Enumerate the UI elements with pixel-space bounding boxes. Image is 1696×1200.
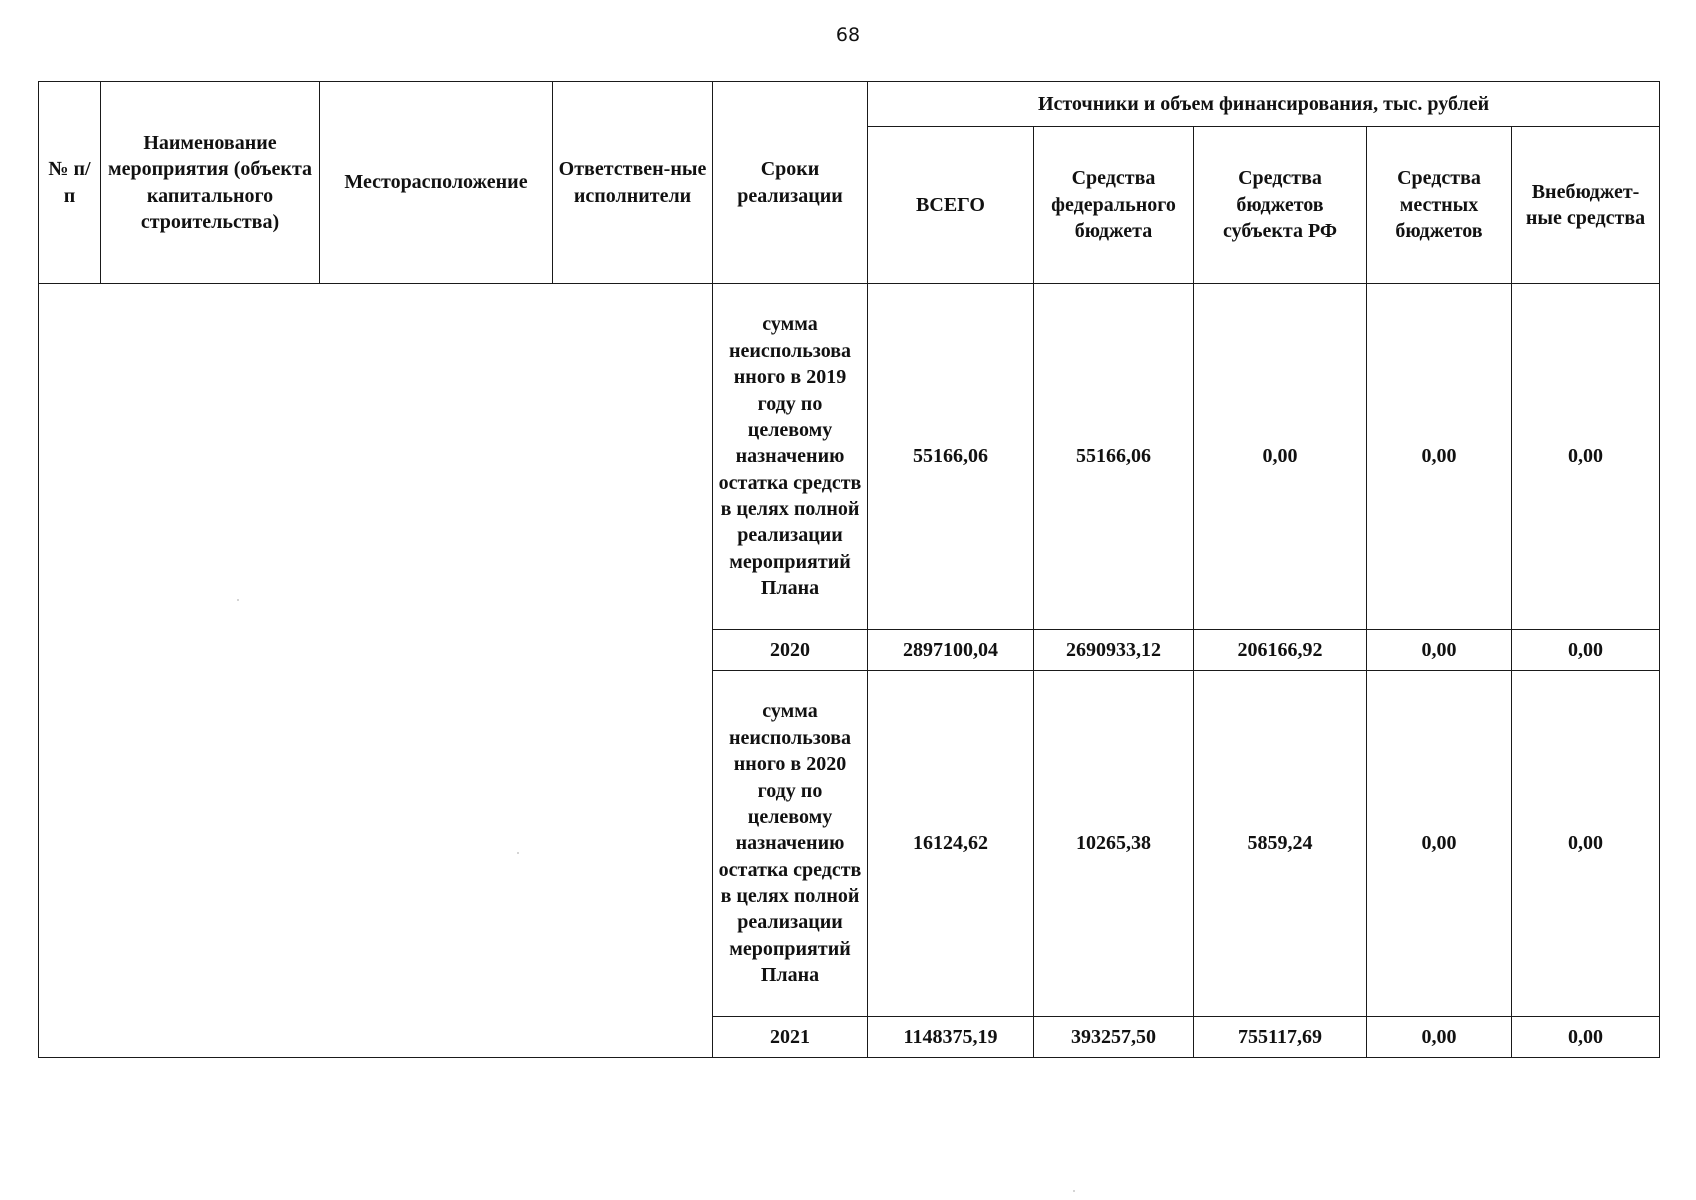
total-cell: 16124,62 xyxy=(868,671,1034,1017)
extrabudget-cell: 0,00 xyxy=(1512,630,1660,671)
header-extrabudget: Внебюджет-ные средства xyxy=(1512,127,1660,284)
local-cell: 0,00 xyxy=(1367,1017,1512,1058)
scan-speck xyxy=(1073,1190,1075,1192)
regional-cell: 0,00 xyxy=(1194,284,1367,630)
header-federal-budget: Средства федерального бюджета xyxy=(1034,127,1194,284)
header-event-name: Наименование мероприятия (объекта капитального строительства) xyxy=(101,82,320,284)
merged-blank-cell xyxy=(39,284,713,1058)
regional-cell: 755117,69 xyxy=(1194,1017,1367,1058)
regional-cell: 5859,24 xyxy=(1194,671,1367,1017)
header-total: ВСЕГО xyxy=(868,127,1034,284)
term-cell: 2020 xyxy=(713,630,868,671)
header-regional-budget: Средства бюджетов субъекта РФ xyxy=(1194,127,1367,284)
federal-cell: 2690933,12 xyxy=(1034,630,1194,671)
header-row xyxy=(39,82,1660,127)
total-cell: 55166,06 xyxy=(868,284,1034,630)
term-cell: сумма неиспользова нного в 2019 году по целевому назначению остатка средств в целях полной реализации мероприятий Плана xyxy=(713,284,868,630)
regional-cell: 206166,92 xyxy=(1194,630,1367,671)
local-cell: 0,00 xyxy=(1367,671,1512,1017)
header-location: Месторасположение xyxy=(320,82,553,284)
header-local-budget: Средства местных бюджетов xyxy=(1367,127,1512,284)
extrabudget-cell: 0,00 xyxy=(1512,1017,1660,1058)
header-terms: Сроки реализации xyxy=(713,82,868,284)
federal-cell: 10265,38 xyxy=(1034,671,1194,1017)
total-cell: 2897100,04 xyxy=(868,630,1034,671)
header-executors: Ответствен-ные исполнители xyxy=(553,82,713,284)
local-cell: 0,00 xyxy=(1367,630,1512,671)
table-row xyxy=(39,284,1660,630)
federal-cell: 55166,06 xyxy=(1034,284,1194,630)
financing-table xyxy=(38,81,1660,1058)
local-cell: 0,00 xyxy=(1367,284,1512,630)
term-cell: 2021 xyxy=(713,1017,868,1058)
extrabudget-cell: 0,00 xyxy=(1512,284,1660,630)
extrabudget-cell: 0,00 xyxy=(1512,671,1660,1017)
page-number: 68 xyxy=(835,24,861,46)
term-cell: сумма неиспользова нного в 2020 году по целевому назначению остатка средств в целях полной реализации мероприятий Плана xyxy=(713,671,868,1017)
scan-speck xyxy=(237,599,239,601)
scan-speck xyxy=(517,852,519,854)
header-financing-sources: Источники и объем финансирования, тыс. рублей xyxy=(868,82,1660,127)
header-number: № п/п xyxy=(39,82,101,284)
federal-cell: 393257,50 xyxy=(1034,1017,1194,1058)
total-cell: 1148375,19 xyxy=(868,1017,1034,1058)
